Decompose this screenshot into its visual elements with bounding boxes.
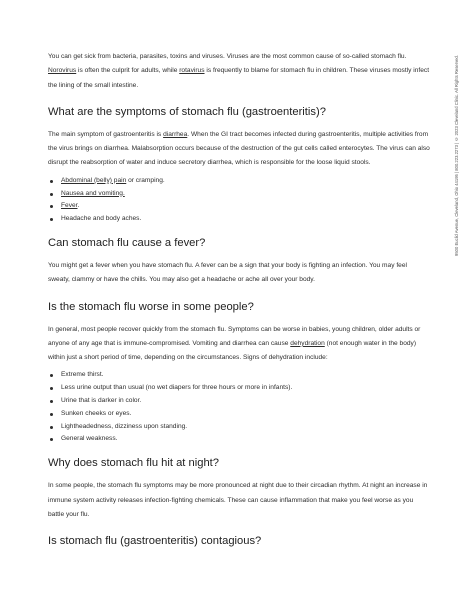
worse-paragraph xyxy=(48,323,430,366)
symptoms-list xyxy=(48,175,430,226)
rotavirus-link[interactable]: rotavirus xyxy=(179,67,205,75)
symptoms-text-end: . When the GI tract becomes infected during gastroenteritis, multiple activities from the virus brings on diarrhea. Malabsorption occurs because of the destruction of the gut cells called enterocytes. The virus can also disrupt the reabsorption of water and induce secretory diarrhea, which is responsible for the loose liquid stools. xyxy=(48,130,430,167)
nausea-vomiting-link[interactable]: Nausea and vomiting. xyxy=(61,189,125,197)
abdominal-pain-link[interactable]: Abdominal (belly) pain xyxy=(61,176,127,184)
list-item: Urine that is darker in color. xyxy=(48,395,430,408)
list-item-text: . xyxy=(77,202,80,210)
symptoms-paragraph xyxy=(48,128,430,171)
copyright-sidebar: 9500 Euclid Avenue, Cleveland, Ohio 44195 | 800.223.2273 | © 2023 Cleveland Clinic. All Rights Reserved. xyxy=(454,54,459,256)
list-item: General weakness. xyxy=(48,433,430,446)
list-item xyxy=(48,175,430,188)
contagious-heading: Is stomach flu (gastroenteritis) contagious? xyxy=(48,535,262,548)
worse-text-start: In general, most people recover quickly from the stomach flu. Symptoms can be worse in babies, young children, older adults or anyone of any age that is immune-compromised. Vomiting and diarrhea can cause xyxy=(48,325,421,347)
worse-heading: Is the stomach flu worse in some people? xyxy=(48,300,254,313)
dehydration-link[interactable]: dehydration xyxy=(290,339,325,347)
symptoms-text-start: The main symptom of gastroenteritis is xyxy=(48,130,164,138)
intro-line2: is frequently to blame for stomach flu in children. These viruses mostly infect the lining of the small intestine. xyxy=(48,67,430,89)
list-item xyxy=(48,213,430,226)
worse-text-end: (not enough water in the body) within just a short period of time, depending on the circumstances. Signs of dehydration include: xyxy=(48,339,417,362)
dehydration-signs-list xyxy=(48,369,430,446)
list-item: Extreme thirst. xyxy=(48,369,430,382)
intro-mid: is often the culprit for adults, while xyxy=(76,67,180,75)
list-item-text: Headache and body aches. xyxy=(61,215,142,223)
fever-link[interactable]: Fever xyxy=(61,202,78,210)
night-paragraph: In some people, the stomach flu symptoms may be more pronounced at night due to their circadian rhythm. At night an increase in immune system activity releases infection-fighting chemicals. These can cause inflammation that make you feel worse as you battle your flu. xyxy=(48,482,428,518)
article-body xyxy=(48,50,430,548)
symptoms-heading: What are the symptoms of stomach flu (gastroenteritis)? xyxy=(48,105,326,118)
list-item-text: or cramping. xyxy=(126,176,165,184)
list-item xyxy=(48,200,430,213)
list-item: Less urine output than usual (no wet diapers for three hours or more in infants). xyxy=(48,382,430,395)
list-item: Sunken cheeks or eyes. xyxy=(48,408,430,421)
norovirus-link[interactable]: Norovirus xyxy=(48,67,77,75)
fever-paragraph: You might get a fever when you have stomach flu. A fever can be a sign that your body is fighting an infection. You may feel sweaty, clammy or have the chills. You may also get a headache or ache all over your body. xyxy=(48,261,407,284)
intro-paragraph xyxy=(48,50,430,93)
night-heading: Why does stomach flu hit at night? xyxy=(48,457,220,470)
fever-heading: Can stomach flu cause a fever? xyxy=(48,236,206,249)
diarrhea-link[interactable]: diarrhea xyxy=(163,130,188,138)
list-item xyxy=(48,188,430,201)
intro-line1: You can get sick from bacteria, parasites, toxins and viruses. Viruses are the most common cause of so-called stomach flu. xyxy=(48,53,407,60)
list-item: Lightheadedness, dizziness upon standing. xyxy=(48,421,430,434)
